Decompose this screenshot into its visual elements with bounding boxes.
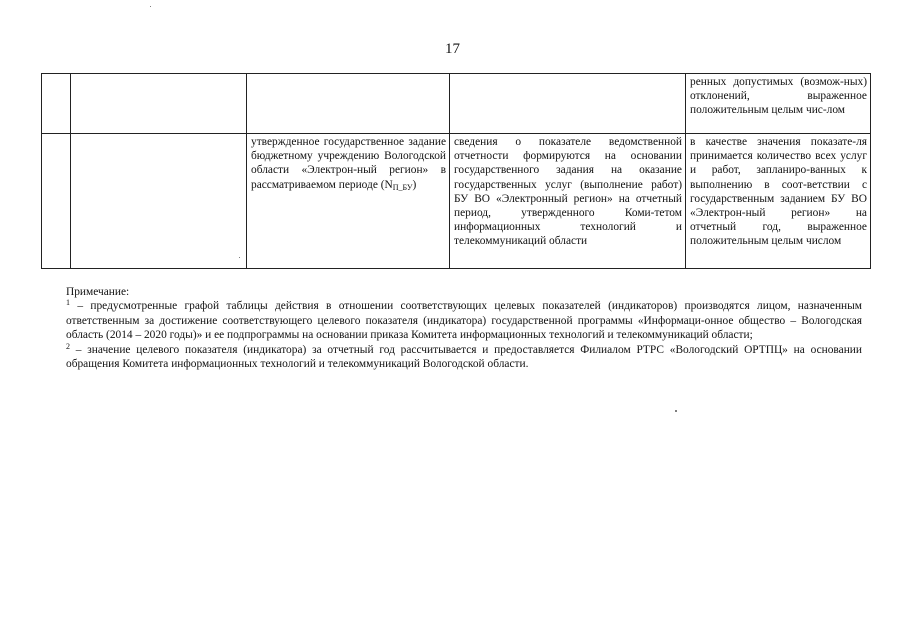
footnote-2-text: – значение целевого показателя (индикатора) за отчетный год рассчитывается и предоставляется Филиалом РТРС «Вологодский ОРТПЦ» на основании обращения Комитета информационных технологий и телекоммуникаций Вологодской области. [66, 343, 862, 371]
table-cell-number [42, 74, 71, 134]
page-number: 17 [445, 41, 460, 57]
table-cell-collection-method [450, 74, 686, 134]
footnote-2 [66, 343, 862, 372]
scan-speck [239, 257, 240, 258]
table-cell-source [247, 134, 450, 269]
footnote-2-mark: 2 [66, 341, 70, 351]
table-cell-source [247, 74, 450, 134]
source-text-end: ) [412, 178, 417, 191]
table-row [42, 134, 871, 269]
table-row [42, 74, 871, 134]
source-subscript: П_БУ [392, 182, 413, 192]
footnote-1-text: – предусмотренные графой таблицы действия в отношении соответствующих целевых показателей (индикаторов) производятся лицом, назначенным ответственным за достижение соответствующего целевого показателя (индикатора) государственной программы «Информаци-онное общество – Вологодская область (2014 – 2020 годы)» и ее подпрограммы на основании приказа Комитета информационных технологий и телекоммуникаций области; [66, 300, 862, 342]
table-cell-calculation: ренных допустимых (возмож-ных) отклонений, выраженное положительным целым чис-лом [686, 74, 871, 134]
table-cell-indicator [71, 74, 247, 134]
indicators-table [41, 73, 871, 269]
table-cell-calculation: в качестве значения показате-ля принимается количество всех услуг и работ, запланиро-ванных к выполнению в соот-ветствии с государственным заданием БУ ВО «Электрон-ный регион» на отчетный год, выраженное положительным целым числом [686, 134, 871, 269]
scan-speck [150, 6, 151, 7]
scan-speck [675, 410, 677, 412]
table-cell-indicator [71, 134, 247, 269]
footnotes [66, 285, 862, 371]
table-cell-collection-method: сведения о показателе ведомственной отчетности формируются на основании государственного задания на оказание государственных услуг (выполнение работ) БУ ВО «Электронный регион» на отчетный период, утвержденного Коми-тетом информационных технологий и телекоммуникаций области [450, 134, 686, 269]
footnote-1 [66, 299, 862, 342]
source-text: утвержденное государственное задание бюджетному учреждению Вологодской области «Электрон-ный регион» в рассматриваемом периоде (N [251, 136, 446, 191]
notes-title: Примечание: [66, 286, 130, 298]
table-cell-number [42, 134, 71, 269]
footnote-1-mark: 1 [66, 298, 70, 308]
